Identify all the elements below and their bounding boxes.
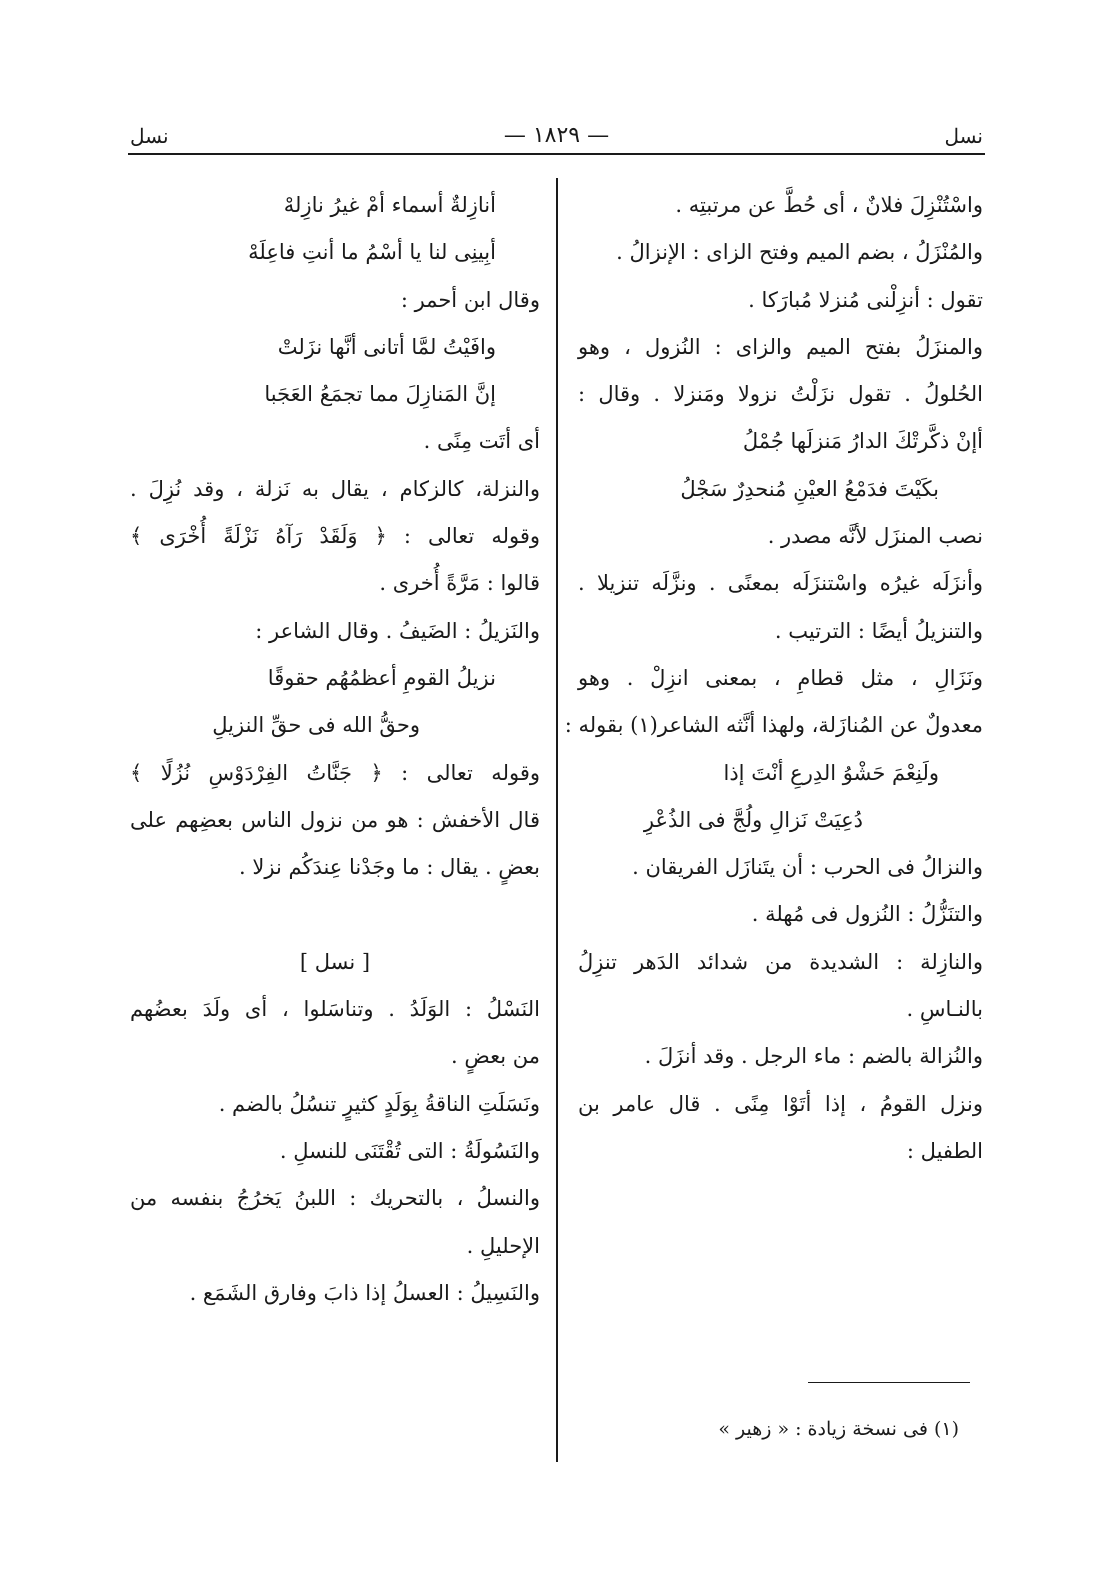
text-line: بعضٍ . يقال : ما وجَدْنا عِندَكُم نزلا . bbox=[239, 855, 540, 880]
text-line: والنزلة، كالزكام ، يقال به نَزلة ، وقد نُزِلَ . bbox=[130, 476, 540, 501]
footnote-rule bbox=[808, 1382, 970, 1383]
text-line: بالنـاسِ . bbox=[906, 997, 983, 1022]
text-line: والنزالُ فى الحرب : أن يتَنازَل الفريقان . bbox=[632, 855, 983, 880]
page-header bbox=[128, 118, 985, 154]
verse-line: أإنْ ذكَّرتْكَ الدارُ مَنزلَها جُمْلُ bbox=[742, 429, 983, 454]
text-line: والنسلُ ، بالتحريك : اللبنُ يَخرُجُ بنفسه من bbox=[130, 1186, 540, 1211]
right-column bbox=[564, 182, 983, 1175]
text-line: تقول : أنزِلْنى مُنزلا مُبارَكا . bbox=[748, 287, 983, 312]
running-head-right: نسل bbox=[944, 124, 983, 148]
text-line: والنُزالة بالضم : ماء الرجل . وقد أنزَلَ . bbox=[644, 1044, 983, 1069]
verse-line: إنَّ المَنازِلَ مما تجمَعُ العَجَبا bbox=[264, 382, 496, 407]
left-column bbox=[130, 182, 540, 1317]
footnote: (١) فى نسخة زيادة : « زهير » bbox=[718, 1418, 959, 1440]
text-line: نصب المنزَل لأنَّه مصدر . bbox=[767, 524, 983, 549]
text-line: والنَسُولَةُ : التى تُقْتَنَى للنسلِ . bbox=[279, 1138, 540, 1163]
text-line: والنَزيلُ : الضَيفُ . وقال الشاعر : bbox=[255, 618, 540, 643]
page-number: — ١٨٢٩ — bbox=[503, 123, 610, 148]
header-rule bbox=[128, 153, 985, 155]
text-line: والنَسِيلُ : العسلُ إذا ذابَ وفارق الشَمَع . bbox=[189, 1280, 540, 1305]
section-heading: [ نسل ] bbox=[299, 949, 371, 974]
running-head-left: نسل bbox=[130, 124, 169, 148]
text-line: ونزل القومُ ، إذا أتَوْا مِنًى . قال عامر بن bbox=[578, 1091, 983, 1116]
text-line: معدولٌ عن المُنازَلة، ولهذا أنَّثه الشاعر(١) بقوله : bbox=[564, 713, 983, 738]
column-divider bbox=[556, 178, 558, 1462]
verse-line: أبِينِى لنا يا أسْمُ ما أنتِ فاعِلَهْ bbox=[248, 240, 496, 265]
text-line: ونَسَلَتِ الناقةُ بِوَلَدٍ كثيرٍ تنسُلُ بالضم . bbox=[218, 1091, 540, 1116]
text-line: الطفيل : bbox=[906, 1138, 983, 1163]
verse-line: دُعِيَتْ نَزالِ ولُجَّ فى الذُعْرِ bbox=[643, 807, 863, 832]
verse-line: وافَيْتُ لمَّا أتانى أنَّها نزَلتْ bbox=[277, 334, 496, 359]
quran-line: وقوله تعالى : ﴿ وَلَقَدْ رَآهُ نَزْلَةً أُخْرَى ﴾ bbox=[130, 524, 540, 549]
text-line: والتنزيلُ أيضًا : الترتيب . bbox=[774, 618, 983, 643]
text-line: من بعضٍ . bbox=[451, 1044, 540, 1069]
verse-line: ولَنِعْمَ حَشْوُ الدِرعِ أنْتَ إذا bbox=[723, 760, 939, 785]
verse-line: بكَيْتَ فدَمْعُ العيْنِ مُنحدِرٌ سَجْلُ bbox=[680, 476, 939, 501]
text-line: الحُلولُ . تقول نزَلْتُ نزولا ومَنزلا . وقال : bbox=[578, 382, 983, 407]
text-line: الإحليلِ . bbox=[466, 1233, 540, 1258]
text-line: واسْتُنْزِلَ فلانٌ ، أى حُطَّ عن مرتبتِه . bbox=[675, 193, 983, 217]
quran-line: وقوله تعالى : ﴿ جَنَّاتُ الفِرْدَوْسِ نُزُلًا ﴾ bbox=[130, 760, 540, 785]
text-line: وقال ابن أحمر : bbox=[400, 287, 540, 312]
text-line: قالوا : مَرَّةً أُخرى . bbox=[379, 571, 540, 596]
text-line: والنازِلة : الشديدة من شدائد الدَهر تنزِلُ bbox=[578, 949, 983, 974]
text-line: قال الأخفش : هو من نزول الناس بعضِهم على bbox=[130, 807, 540, 832]
blank-line bbox=[130, 891, 540, 938]
text-line: والمنزَلُ بفتح الميم والزاى : النُزول ، وهو bbox=[578, 334, 983, 359]
verse-line: وحقُّ الله فى حقِّ النزيلِ bbox=[212, 713, 420, 738]
text-line: والتنَزُّلُ : النُزول فى مُهلة . bbox=[751, 902, 983, 927]
text-line: والمُنْزَلُ ، بضم الميم وفتح الزاى : الإنزالُ . bbox=[616, 240, 983, 265]
text-line: أى أتَت مِنًى . bbox=[423, 429, 540, 454]
text-line: وأنزَلَه غيرُه واسْتنزَلَه بمعنًى . ونزَّلَه تنزيلا . bbox=[578, 571, 983, 596]
verse-line: أنازِلةٌ أسماء أمْ غيرُ نازِلهْ bbox=[283, 193, 496, 217]
verse-line: نزيلُ القومِ أعظمُهُم حقوقًا bbox=[267, 665, 496, 690]
text-line: ونَزَالِ ، مثل قطامِ ، بمعنى انزِلْ . وهو bbox=[578, 665, 983, 690]
text-line: النَسْلُ : الوَلَدُ . وتناسَلوا ، أى ولَدَ بعضُهم bbox=[130, 997, 540, 1022]
